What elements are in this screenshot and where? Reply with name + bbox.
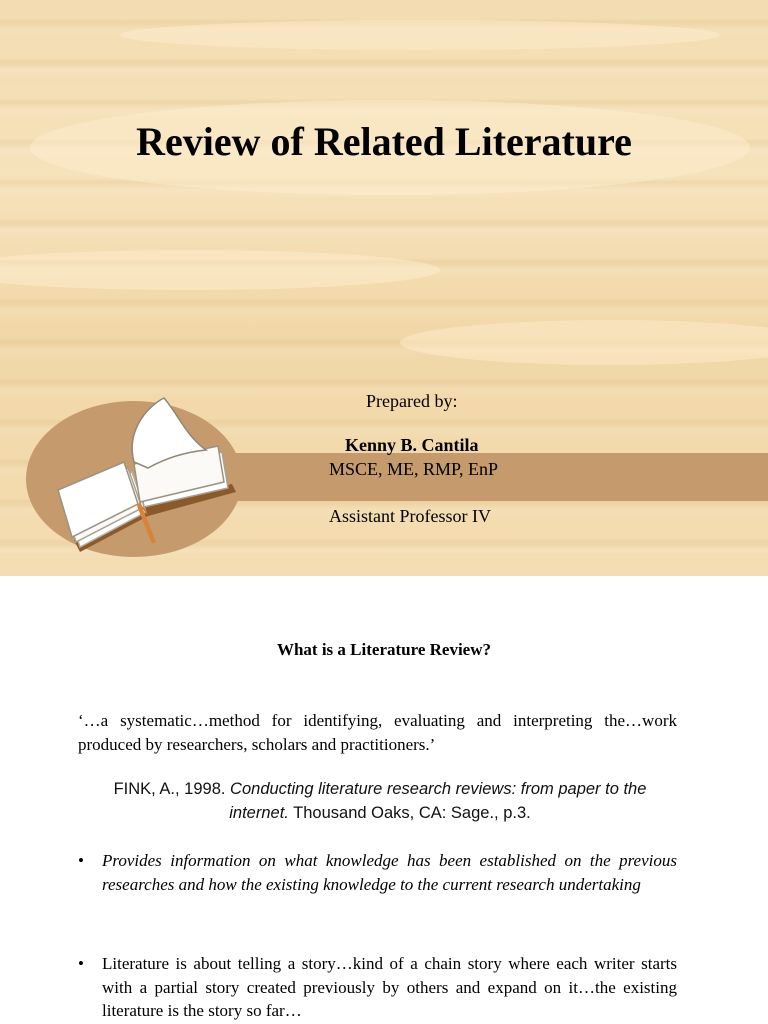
bullet-icon: •	[78, 954, 84, 973]
author-position: Assistant Professor IV	[329, 506, 491, 526]
wood-grain	[0, 250, 440, 290]
slide-title: Review of Related Literature	[136, 119, 632, 164]
bullet-icon: •	[78, 851, 84, 870]
list-item-text: Literature is about telling a story…kind of a chain story where each writer starts with a partial story created previously by others and expand on it…the existing literature is the story so far…	[102, 954, 677, 1020]
author-name: Kenny B. Cantila	[345, 435, 479, 455]
definition-quote: ‘…a systematic…method for identifying, evaluating and interpreting the…work produced by researchers, scholars and practitioners.’	[78, 711, 677, 754]
wood-grain	[120, 20, 720, 50]
citation-title: Conducting literature research reviews: from paper to the internet.	[229, 780, 647, 822]
citation-author-year: FINK, A., 1998.	[113, 780, 226, 798]
section-heading: What is a Literature Review?	[276, 640, 492, 659]
author-credentials: MSCE, ME, RMP, EnP	[329, 459, 499, 479]
prepared-by-label: Prepared by:	[366, 391, 458, 411]
wood-grain	[400, 320, 768, 365]
document-body	[0, 576, 768, 1024]
citation	[100, 777, 660, 825]
open-book-icon	[36, 392, 246, 562]
citation-publisher: Thousand Oaks, CA: Sage., p.3.	[293, 804, 531, 822]
list-item-text: Provides information on what knowledge has been established on the previous researches and how the existing knowledge to the current research undertaking	[102, 851, 677, 894]
